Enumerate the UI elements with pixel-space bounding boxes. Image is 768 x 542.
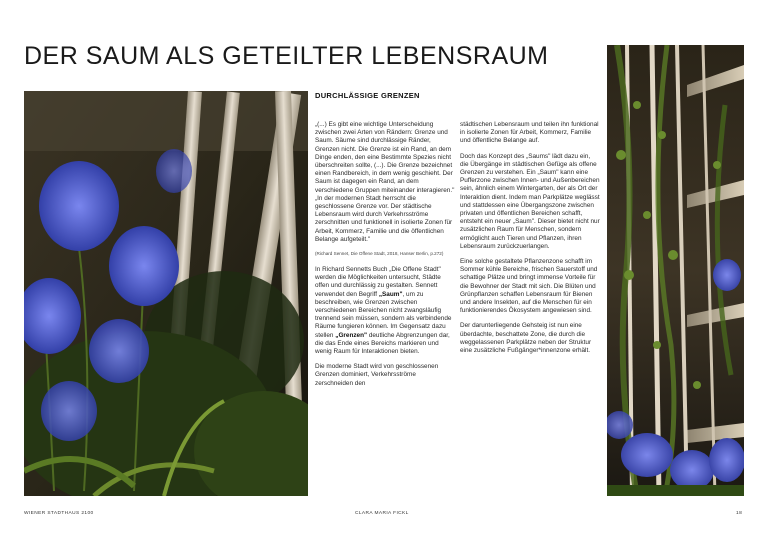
paragraph-text: In Richard Sennetts Buch „Die Offene Stadt" werden die Möglichkeiten untersucht, Städte offen und durchlässig zu gestalten. Sennett verwendet den Begriff [315,266,441,298]
facade-photo [607,45,744,496]
page-number: 18 [736,511,743,516]
text-column-right [460,121,600,362]
paragraph-sidewalk: Der darunterliegende Gehsteig ist nun eine überdachte, beschattete Zone, die durch die weggelassenen Parkplätze neben der Struktur eine zusätzliche Fußgänger*innenzone erhält. [460,322,592,355]
paragraph-continued: städtischen Lebensraum und teilen ihn funktional in isolierte Zonen für Arbeit, Kommerz, Familie und öffentliche Belange auf. [460,121,599,145]
paragraph-text: deutliche Abgrenzungen dar, die das Ende eines Bereichs markieren und wenig Raum für Interaktionen bieten. [315,331,450,356]
footer-project: WIENER STADTHAUS 2100 [24,511,94,516]
text-column-left [315,121,455,395]
paragraph-text: , um zu beschreiben, wie Grenzen zwischen verschiedenen Bereichen nicht zwangsläufig trennend sein müssen, sondern als verbindende Räume fungieren können. Im Gegensatz dazu stellen [315,290,452,339]
term-saum: „Saum" [378,290,403,298]
section-subheading: DURCHLÄSSIGE GRENZEN [315,91,420,100]
paragraph-plant-zone: Eine solche gestaltete Pflanzenzone schafft im Sommer kühle Bereiche, frischen Sauerstoff und schattige Plätze und bringt immense Vorteile für die Bewohner der Stadt mit sich. Die Blüten und Grünpflanzen schaffen Lebensraum für Bienen und andere Insekten, auf die Menschen für ein funktionierendes Ökosystem angewiesen sind. [460,258,598,315]
sennett-quote: „(...) Es gibt eine wichtige Unterscheidung zwischen zwei Arten von Rändern: Grenze und Saum. Säume sind durchlässige Ränder, Grenzen nicht. Die Grenze ist ein Rand, an dem Dinge enden, den eine Bestimmte Spezies nicht überschreiten sollte, (...). Die Grenze bezeichnet einen Randbereich, in dem wenig geschieht. Der Saum ist dagegen ein Rand, an dem verschiedene Gruppen miteinander interagieren." „In der modernen Stadt herrscht die geschlossene Grenze vor. Der städtische Lebensraum wird durch Verkehrsströme zerschnitten und funktionell in isolierte Zonen für Arbeit, Kommerz, Familie und die öffentlichen Belange aufgeteilt." [315,121,455,243]
page-title: DER SAUM ALS GETEILTER LEBENSRAUM [24,42,549,70]
term-grenzen: „Grenzen" [335,331,368,339]
agapanthus-photo [24,91,308,496]
quote-citation: (Richard Sennet, Die Offene Stadt, 2018, Hanser Berlin, p.272) [315,251,444,257]
paragraph-sennett [315,266,455,356]
paragraph-saum-concept: Doch das Konzept des „Saums" lädt dazu ein, die Übergänge im städtischen Gefüge als offene Grenzen zu verstehen. Ein „Saum" kann eine Pufferzone zwischen Innen- und Außenbereichen sein, ähnlich einem Wintergarten, der als Ort der Interaktion dient. Indem man Parkplätze weglässt und stattdessen eine Übergangszone zwischen privaten und öffentlichen Bereichen schafft, entsteht ein neuer „Saum". Dieser bietet nicht nur zusätzlichen Raum für Menschen, sondern ermöglicht auch Tieren und Pflanzen, ihren Lebensraum zurückzuerlangen. [460,152,600,250]
paragraph-modern-city: Die moderne Stadt wird von geschlossenen Grenzen dominiert, Verkehrsströme zerschneiden den [315,363,439,387]
footer-author: CLARA MARIA FICKL [355,511,409,516]
